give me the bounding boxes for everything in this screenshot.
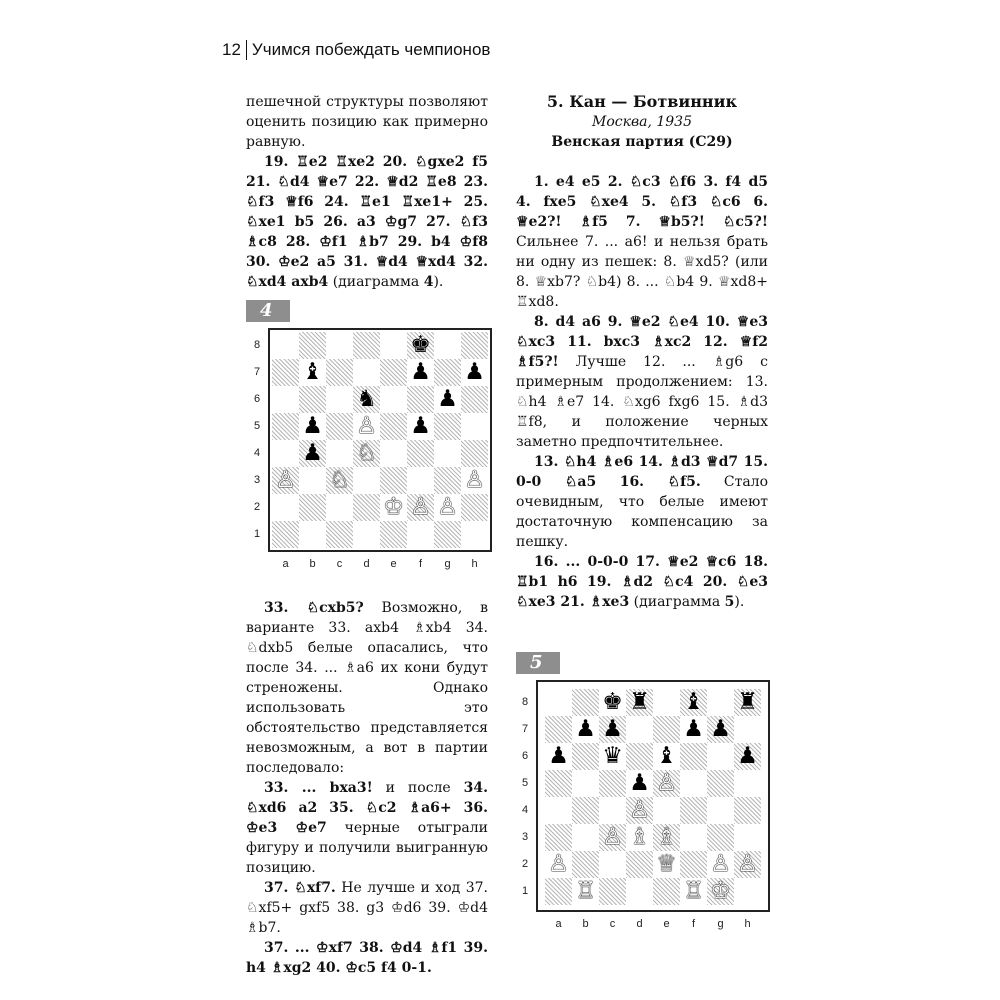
black-piece-c6: ♛ bbox=[602, 743, 623, 769]
board-square bbox=[326, 440, 353, 467]
move-text: 33. ... bxa3! bbox=[264, 780, 373, 796]
board-square bbox=[572, 743, 599, 770]
black-piece-a6: ♟ bbox=[548, 743, 569, 769]
comment-text: Не лучше и ход 37. ♘xf5+ gxf5 38. g3 ♔d6 39. ♔d4 ♗b7. bbox=[246, 880, 488, 936]
board-square bbox=[272, 332, 299, 359]
book-title: Учимся побеждать чемпионов bbox=[251, 40, 491, 59]
white-piece-h3: ♙ bbox=[464, 467, 485, 493]
rank-label: 2 bbox=[521, 858, 529, 870]
file-label: a bbox=[282, 558, 289, 570]
white-piece-g2: ♙ bbox=[710, 851, 731, 877]
diagram-5-board bbox=[536, 680, 770, 912]
file-label: e bbox=[663, 918, 670, 930]
rank-label: 7 bbox=[521, 723, 529, 735]
file-label: d bbox=[636, 918, 643, 930]
board-square bbox=[353, 467, 380, 494]
black-piece-c8: ♚ bbox=[602, 689, 623, 715]
board-square bbox=[545, 878, 572, 905]
board-square bbox=[434, 521, 461, 548]
board-square bbox=[326, 494, 353, 521]
black-piece-h8: ♜ bbox=[737, 689, 758, 715]
black-piece-h7: ♟ bbox=[464, 359, 485, 385]
move-text: 16. ... 0-0-0 17. ♕e2 ♕c6 18. ♖b1 h6 19. ♗d2 ♘c4 20. ♘e3 ♘xe3 21. ♗xe3 bbox=[516, 554, 768, 610]
page-number: 12 bbox=[222, 40, 247, 60]
paragraph bbox=[516, 452, 768, 552]
comment-text: Возможно, в варианте 33. axb4 ♗xb4 34. ♘dxb5 белые опасались, что после 34. ... ♗a6 их кони будут стреножены. Однако использовать это обстоятельство представляется невозможным, а вот в партии последовало: bbox=[246, 600, 489, 776]
white-piece-f1: ♖ bbox=[683, 878, 704, 904]
file-label: g bbox=[717, 918, 724, 930]
white-piece-b1: ♖ bbox=[575, 878, 596, 904]
rank-label: 5 bbox=[253, 420, 261, 432]
board-square bbox=[380, 359, 407, 386]
board-square bbox=[626, 851, 653, 878]
game-title: 5. Кан — Ботвинник bbox=[546, 92, 738, 111]
paragraph bbox=[516, 312, 768, 452]
board-square bbox=[380, 413, 407, 440]
board-square bbox=[545, 824, 572, 851]
rank-label: 5 bbox=[521, 777, 529, 789]
board-square bbox=[680, 770, 707, 797]
board-square bbox=[326, 359, 353, 386]
board-square bbox=[707, 824, 734, 851]
move-text: 4 bbox=[423, 274, 434, 290]
rank-label: 3 bbox=[253, 474, 261, 486]
move-text: 34. ♘xd6 a2 35. ♘c2 ♗a6+ 36. ♔e3 ♔e7 bbox=[246, 780, 488, 836]
black-piece-f5: ♟ bbox=[410, 413, 431, 439]
board-square bbox=[299, 332, 326, 359]
board-square bbox=[461, 521, 488, 548]
rank-label: 7 bbox=[253, 366, 261, 378]
paragraph bbox=[246, 938, 488, 978]
white-piece-g1: ♔ bbox=[710, 878, 731, 904]
file-label: g bbox=[444, 558, 451, 570]
white-piece-f2: ♙ bbox=[410, 494, 431, 520]
board-square bbox=[680, 851, 707, 878]
board-square bbox=[407, 467, 434, 494]
board-square bbox=[707, 743, 734, 770]
board-square bbox=[434, 359, 461, 386]
right-column bbox=[516, 172, 768, 612]
board-square bbox=[326, 521, 353, 548]
board-square bbox=[272, 521, 299, 548]
board-square bbox=[599, 770, 626, 797]
black-piece-b7: ♟ bbox=[575, 716, 596, 742]
paragraph bbox=[516, 552, 768, 612]
black-piece-f8: ♚ bbox=[410, 332, 431, 358]
comment-text: пешечной структуры позволяют оценить позицию как примерно равную. bbox=[246, 94, 488, 150]
board-square bbox=[461, 494, 488, 521]
board-square bbox=[572, 770, 599, 797]
board-square bbox=[380, 521, 407, 548]
board-square bbox=[572, 851, 599, 878]
board-square bbox=[680, 797, 707, 824]
move-text: 1. e4 e5 2. ♘c3 ♘f6 3. f4 d5 4. fxe5 ♘xe4 5. ♘f3 ♘c6 6. ♕e2?! ♗f5 7. ♕b5?! ♘c5?! bbox=[516, 174, 768, 230]
board-square bbox=[380, 332, 407, 359]
board-square bbox=[272, 494, 299, 521]
game-opening: Венская партия (С29) bbox=[551, 134, 733, 150]
comment-text: ). bbox=[734, 594, 745, 610]
move-text: 8. d4 a6 9. ♕e2 ♘e4 10. ♕e3 ♘xc3 11. bxc3 ♗xc2 12. ♕f2 ♗f5?! bbox=[516, 314, 768, 370]
paragraph bbox=[246, 152, 488, 292]
white-piece-e2: ♔ bbox=[383, 494, 404, 520]
move-text: 37. ... ♔xf7 38. ♔d4 ♗f1 39. h4 ♗xg2 40. ♔c5 f4 0-1. bbox=[246, 940, 488, 976]
board-square bbox=[353, 521, 380, 548]
rank-label: 8 bbox=[253, 339, 261, 351]
white-piece-a2: ♙ bbox=[548, 851, 569, 877]
board-square bbox=[380, 440, 407, 467]
board-square bbox=[326, 332, 353, 359]
board-square bbox=[545, 716, 572, 743]
board-square bbox=[326, 386, 353, 413]
board-square bbox=[461, 386, 488, 413]
board-square bbox=[626, 878, 653, 905]
board-square bbox=[434, 332, 461, 359]
white-piece-d4: ♘ bbox=[356, 440, 377, 466]
board-square bbox=[545, 689, 572, 716]
comment-text: (диаграмма bbox=[629, 594, 725, 610]
black-piece-f7: ♟ bbox=[410, 359, 431, 385]
file-label: f bbox=[418, 558, 423, 570]
file-label: f bbox=[691, 918, 696, 930]
comment-text: Лучше 12. ... ♗g6 с примерным продолжением: 13. ♘h4 ♗e7 14. ♘xg6 fxg6 15. ♗d3 ♖f8, и положение черных заметно предпочтительнее. bbox=[516, 354, 768, 450]
file-label: d bbox=[363, 558, 370, 570]
board-square bbox=[326, 413, 353, 440]
board-square bbox=[272, 440, 299, 467]
comment-text: ). bbox=[433, 274, 444, 290]
board-square bbox=[353, 359, 380, 386]
left-column-bottom bbox=[246, 598, 488, 978]
move-text: 33. ♘cxb5? bbox=[264, 600, 364, 616]
diagram-4-label: 4 bbox=[246, 300, 290, 322]
board-square bbox=[653, 716, 680, 743]
board-square bbox=[680, 743, 707, 770]
white-piece-g2: ♙ bbox=[437, 494, 458, 520]
board-square bbox=[461, 413, 488, 440]
board-square bbox=[545, 797, 572, 824]
black-piece-c7: ♟ bbox=[602, 716, 623, 742]
white-piece-h2: ♙ bbox=[737, 851, 758, 877]
black-piece-b7: ♝ bbox=[302, 359, 323, 385]
white-piece-e5: ♙ bbox=[656, 770, 677, 796]
rank-label: 2 bbox=[253, 501, 261, 513]
paragraph bbox=[246, 598, 488, 778]
board-square bbox=[599, 851, 626, 878]
board-square bbox=[653, 878, 680, 905]
black-piece-b5: ♟ bbox=[302, 413, 323, 439]
file-label: h bbox=[744, 918, 751, 930]
board-square bbox=[299, 494, 326, 521]
board-square bbox=[707, 689, 734, 716]
rank-label: 8 bbox=[521, 696, 529, 708]
board-square bbox=[734, 716, 761, 743]
diagram-4-board bbox=[268, 328, 492, 552]
left-column-top bbox=[246, 92, 488, 292]
rank-label: 1 bbox=[253, 528, 261, 540]
file-label: c bbox=[336, 558, 343, 570]
paragraph bbox=[246, 878, 488, 938]
black-piece-g7: ♟ bbox=[710, 716, 731, 742]
rank-label: 6 bbox=[521, 750, 529, 762]
comment-text: Стало очевидным, что белые имеют достаточную компенсацию за пешку. bbox=[516, 474, 769, 550]
black-piece-d8: ♜ bbox=[629, 689, 650, 715]
board-square bbox=[734, 770, 761, 797]
paragraph bbox=[516, 172, 768, 312]
rank-label: 6 bbox=[253, 393, 261, 405]
move-text: 5 bbox=[724, 594, 735, 610]
black-piece-f8: ♝ bbox=[683, 689, 704, 715]
board-square bbox=[545, 770, 572, 797]
file-label: a bbox=[555, 918, 562, 930]
board-square bbox=[734, 797, 761, 824]
board-square bbox=[653, 689, 680, 716]
board-square bbox=[707, 770, 734, 797]
board-square bbox=[626, 743, 653, 770]
board-square bbox=[272, 413, 299, 440]
rank-label: 1 bbox=[521, 885, 529, 897]
board-square bbox=[299, 386, 326, 413]
comment-text: и после bbox=[372, 780, 464, 796]
board-square bbox=[653, 797, 680, 824]
board-square bbox=[380, 467, 407, 494]
paragraph bbox=[246, 92, 488, 152]
rank-label: 4 bbox=[253, 447, 261, 459]
board-square bbox=[434, 440, 461, 467]
board-square bbox=[599, 878, 626, 905]
rank-label: 3 bbox=[521, 831, 529, 843]
board-square bbox=[299, 467, 326, 494]
board-square bbox=[461, 440, 488, 467]
board-square bbox=[272, 359, 299, 386]
white-piece-d4: ♙ bbox=[629, 797, 650, 823]
black-piece-d5: ♟ bbox=[629, 770, 650, 796]
white-piece-a3: ♙ bbox=[275, 467, 296, 493]
board-square bbox=[353, 494, 380, 521]
paragraph bbox=[246, 778, 488, 878]
file-label: e bbox=[390, 558, 397, 570]
white-piece-e2: ♕ bbox=[656, 851, 677, 877]
rank-label: 4 bbox=[521, 804, 529, 816]
board-square bbox=[734, 878, 761, 905]
board-square bbox=[572, 824, 599, 851]
file-label: b bbox=[309, 558, 316, 570]
white-piece-c3: ♘ bbox=[329, 467, 350, 493]
board-square bbox=[407, 521, 434, 548]
comment-text: Сильнее 7. ... a6! и нельзя брать ни одну из пешек: 8. ♕xd5? (или 8. ♕xb7? ♘b4) 8. ... ♘b4 9. ♕xd8+ ♖xd8. bbox=[516, 234, 768, 310]
white-piece-d3: ♗ bbox=[629, 824, 650, 850]
board-square bbox=[407, 386, 434, 413]
board-square bbox=[599, 797, 626, 824]
black-piece-g6: ♟ bbox=[437, 386, 458, 412]
game-place: Москва, 1935 bbox=[592, 114, 692, 130]
board-square bbox=[572, 689, 599, 716]
board-square bbox=[461, 332, 488, 359]
board-square bbox=[299, 521, 326, 548]
black-piece-d6: ♞ bbox=[356, 386, 377, 412]
white-piece-d5: ♙ bbox=[356, 413, 377, 439]
file-label: h bbox=[471, 558, 478, 570]
white-piece-e3: ♗ bbox=[656, 824, 677, 850]
comment-text: черные отыграли фигуру и получили выигранную позицию. bbox=[246, 820, 488, 876]
board-square bbox=[680, 824, 707, 851]
black-piece-f7: ♟ bbox=[683, 716, 704, 742]
board-square bbox=[407, 440, 434, 467]
black-piece-e6: ♝ bbox=[656, 743, 677, 769]
black-piece-h6: ♟ bbox=[737, 743, 758, 769]
board-square bbox=[707, 797, 734, 824]
board-square bbox=[380, 386, 407, 413]
running-header bbox=[222, 40, 490, 60]
board-square bbox=[734, 824, 761, 851]
black-piece-b4: ♟ bbox=[302, 440, 323, 466]
comment-text: (диаграмма bbox=[328, 274, 424, 290]
board-square bbox=[434, 467, 461, 494]
file-label: c bbox=[609, 918, 616, 930]
move-text: 19. ♖e2 ♖xe2 20. ♘gxe2 f5 21. ♘d4 ♕e7 22. ♕d2 ♖e8 23. ♘f3 ♕f6 24. ♖e1 ♖xe1+ 25. ♘xe1 b5 26. a3 ♔g7 27. ♘f3 ♗c8 28. ♔f1 ♗b7 29. b4 ♔f8 30. ♔e2 a5 31. ♕d4 ♕xd4 32. ♘xd4 axb4 bbox=[246, 154, 488, 290]
board-square bbox=[272, 386, 299, 413]
board-square bbox=[626, 716, 653, 743]
board-square bbox=[353, 332, 380, 359]
board-square bbox=[572, 797, 599, 824]
file-label: b bbox=[582, 918, 589, 930]
move-text: 37. ♘xf7. bbox=[264, 880, 336, 896]
white-piece-c3: ♙ bbox=[602, 824, 623, 850]
board-square bbox=[434, 413, 461, 440]
move-text: 13. ♘h4 ♗e6 14. ♗d3 ♕d7 15. 0-0 ♘a5 16. ♘f5. bbox=[516, 454, 768, 490]
diagram-5-label: 5 bbox=[516, 652, 560, 674]
